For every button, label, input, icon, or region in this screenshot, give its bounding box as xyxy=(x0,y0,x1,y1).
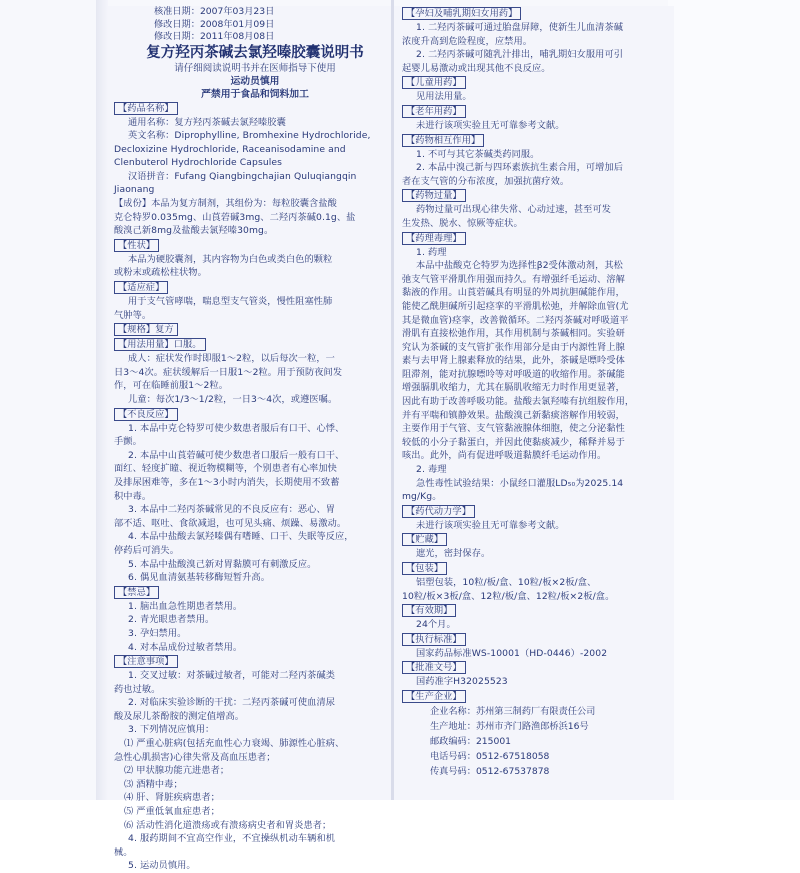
text-line: 能使乙酰胆碱所引起痉挛的平滑肌松弛，并解除血管(尤 xyxy=(402,300,674,314)
section-heading xyxy=(114,654,396,669)
right-column-text xyxy=(402,6,674,704)
text-line: 24个月。 xyxy=(402,618,674,632)
section-heading xyxy=(402,532,674,547)
text-line: 1. 本品中克仑特罗可使少数患者服后有口干、心悸、 xyxy=(114,422,396,436)
text-line: 见用法用量。 xyxy=(402,90,674,104)
section-heading-label: 【包装】 xyxy=(402,562,447,575)
text-line: 因此有助于改善呼吸功能。盐酸去氯羟嗪有抗组胺作用， xyxy=(402,395,674,409)
section-heading xyxy=(402,231,674,246)
text-line: 作，可在临睡前服1～2粒。 xyxy=(114,379,396,393)
text-line: 1. 药理 xyxy=(402,246,674,260)
text-line: 2. 二羟丙茶碱可随乳汁排出，哺乳期妇女服用可引 xyxy=(402,48,674,62)
text-line: 械。 xyxy=(114,846,396,860)
company-row xyxy=(402,719,674,734)
text-line: 国药准字H32025523 xyxy=(402,675,674,689)
section-heading-label: 【执行标准】 xyxy=(402,633,466,646)
section-heading-label: 【孕妇及哺乳期妇女用药】 xyxy=(402,7,521,20)
section-heading-label: 【生产企业】 xyxy=(402,690,466,703)
company-row-label: 电话号码： xyxy=(430,749,476,764)
date-row-label: 修改日期： xyxy=(154,31,200,44)
section-heading xyxy=(402,660,674,675)
text-line: Jiaonang xyxy=(114,183,396,197)
date-row-label: 核准日期： xyxy=(154,6,200,19)
company-row xyxy=(402,734,674,749)
text-line: 急性心肌损害)心律失常及高血压患者； xyxy=(114,751,396,765)
text-line: 素与去甲肾上腺素释放的结果，此外，茶碱是嘌呤受体 xyxy=(402,354,674,368)
section-heading xyxy=(114,280,396,295)
section-heading-label: 【老年用药】 xyxy=(402,105,466,118)
text-line: ⑹ 活动性消化道溃疡或有溃疡病史者和胃炎患者； xyxy=(114,819,396,833)
section-heading xyxy=(402,632,674,647)
athlete-notice: 运动员慎用 xyxy=(114,75,396,88)
company-row-value: 苏州第三制药厂有限责任公司 xyxy=(476,704,595,719)
section-heading-label: 【性状】 xyxy=(114,239,159,252)
section-heading xyxy=(402,561,674,576)
text-line: 急性毒性试验结果：小鼠经口灌服LD₅₀为2025.14 xyxy=(402,477,674,491)
text-line: 究认为茶碱的支气管扩张作用部分是由于内源性肾上腺 xyxy=(402,341,674,355)
text-line: 4. 服药期间不宜高空作业，不宜操纵机动车辆和机 xyxy=(114,832,396,846)
section-heading xyxy=(114,337,396,352)
text-line: 及排尿困难等，多在1～3小时内消失，长期使用不致蓄 xyxy=(114,476,396,490)
document-title: 复方羟丙茶碱去氯羟嗪胶囊说明书 xyxy=(114,44,396,62)
section-heading-label: 【用法用量】口服。 xyxy=(114,338,206,351)
text-line: ⑶ 酒精中毒； xyxy=(114,778,396,792)
section-heading-label: 【儿童用药】 xyxy=(402,76,466,89)
date-row xyxy=(114,19,396,32)
text-line: ⑷ 肝、肾脏疾病患者； xyxy=(114,791,396,805)
text-line: 未进行该项实验且无可靠参考文献。 xyxy=(402,119,674,133)
text-line: 浓度升高到危险程度，应禁用。 xyxy=(402,35,674,49)
section-heading xyxy=(114,322,396,337)
section-heading xyxy=(402,104,674,119)
page-background-right xyxy=(668,0,800,800)
text-line: 2. 对临床实验诊断的干扰：二羟丙茶碱可使血清尿 xyxy=(114,696,396,710)
text-line: 用于支气管哮喘，喘息型支气管炎，慢性阻塞性肺 xyxy=(114,295,396,309)
text-line: 6. 偶见血清氨基转移酶短暂升高。 xyxy=(114,571,396,585)
section-heading-label: 【贮藏】 xyxy=(402,533,447,546)
section-heading xyxy=(402,6,674,21)
manufacturer-info xyxy=(402,704,674,779)
text-line: ⑸ 严重低氧血症患者； xyxy=(114,805,396,819)
company-row-value: 苏州市齐门路渔郎桥浜16号 xyxy=(476,719,589,734)
text-line: 遮光，密封保存。 xyxy=(402,547,674,561)
text-line: 弛支气管平滑肌作用强而持久。有增强纤毛运动、溶解 xyxy=(402,273,674,287)
text-line: 者在支气管的分布浓度，加强抗菌疗效。 xyxy=(402,175,674,189)
leaflet-left-column xyxy=(108,6,396,800)
section-heading-label: 【适应症】 xyxy=(114,281,168,294)
section-heading xyxy=(402,689,674,704)
date-row xyxy=(114,31,396,44)
text-line: ⑴ 严重心脏病(包括充血性心力衰竭、肺源性心脏病、 xyxy=(114,737,396,751)
section-heading-label: 【有效期】 xyxy=(402,604,456,617)
text-line: 手颤。 xyxy=(114,435,396,449)
text-line: 【成份】本品为复方制剂，其组份为：每粒胶囊含盐酸 xyxy=(114,197,396,211)
text-line: 英文名称：Diprophylline, Bromhexine Hydrochloride, xyxy=(114,129,396,143)
date-row-value: 2008年01月09日 xyxy=(200,19,274,32)
date-row-value: 2011年08月08日 xyxy=(200,31,274,44)
text-line: 2. 本品中溴己新与四环素族抗生素合用，可增加后 xyxy=(402,161,674,175)
date-row xyxy=(114,6,396,19)
column-fold-line xyxy=(391,0,394,800)
text-line: 生发热、脱水、惊厥等症状。 xyxy=(402,217,674,231)
company-row-value: 215001 xyxy=(476,734,511,749)
section-heading-label: 【药物过量】 xyxy=(402,189,466,202)
section-heading xyxy=(402,603,674,618)
food-feed-notice: 严禁用于食品和饲料加工 xyxy=(114,88,396,101)
company-row-value: 0512-67518058 xyxy=(476,749,549,764)
text-line: 3. 下列情况应慎用： xyxy=(114,723,396,737)
text-line: Clenbuterol Hydrochloride Capsules xyxy=(114,156,396,170)
text-line: 黏液的作用。山莨菪碱具有明显的外周抗胆碱能作用， xyxy=(402,286,674,300)
page-shadow-left xyxy=(96,0,108,800)
section-heading-label: 【不良反应】 xyxy=(114,408,178,421)
text-line: 2. 青光眼患者禁用。 xyxy=(114,613,396,627)
text-line: 日3～4次。症状缓解后一日服1～2粒。用于预防夜间发 xyxy=(114,366,396,380)
text-line: 1. 二羟丙茶碱可通过胎盘屏障，使新生儿血清茶碱 xyxy=(402,21,674,35)
text-line: 增强膈肌收缩力，尤其在膈肌收缩无力时作用更显著， xyxy=(402,381,674,395)
text-line: 1. 脑出血急性期患者禁用。 xyxy=(114,600,396,614)
company-row-value: 0512-67537878 xyxy=(476,764,549,779)
text-line: 克仑特罗0.035mg、山莨菪碱3mg、二羟丙茶碱0.1g、盐 xyxy=(114,211,396,225)
text-line: 药物过量可出现心律失常、心动过速，甚至可发 xyxy=(402,203,674,217)
text-line: 4. 对本品成份过敏者禁用。 xyxy=(114,641,396,655)
text-line: 酸及尿儿茶酚胺的测定值增高。 xyxy=(114,710,396,724)
section-heading-label: 【药理毒理】 xyxy=(402,232,466,245)
text-line: 儿童：每次1/3～1/2粒，一日3～4次，或遵医嘱。 xyxy=(114,393,396,407)
text-line: 1. 不可与其它茶碱类药同服。 xyxy=(402,148,674,162)
text-line: Decloxizine Hydrochloride, Raceanisodamine and xyxy=(114,143,396,157)
section-heading xyxy=(114,407,396,422)
section-heading xyxy=(114,101,396,116)
section-heading xyxy=(402,504,674,519)
text-line: 本品中盐酸克仑特罗为选择性β2受体激动剂，其松 xyxy=(402,259,674,273)
text-line: 并有平喘和镇静效果。盐酸溴己新黏痰溶解作用较弱， xyxy=(402,409,674,423)
section-heading xyxy=(402,75,674,90)
company-row-label: 企业名称： xyxy=(430,704,476,719)
company-row xyxy=(402,704,674,719)
company-row xyxy=(402,749,674,764)
text-line: 4. 本品中盐酸去氯羟嗪偶有嗜睡、口干、失眠等反应， xyxy=(114,530,396,544)
text-line: 咳出。此外，尚有促进呼吸道黏膜纤毛运动作用。 xyxy=(402,449,674,463)
section-heading-label: 【药物相互作用】 xyxy=(402,134,484,147)
section-heading-label: 【批准文号】 xyxy=(402,661,466,674)
text-line: mg/Kg。 xyxy=(402,490,674,504)
section-heading xyxy=(402,188,674,203)
section-heading-label: 【禁忌】 xyxy=(114,586,159,599)
text-line: ⑵ 甲状腺功能亢进患者； xyxy=(114,764,396,778)
text-line: 通用名称：复方羟丙茶碱去氯羟嗪胶囊 xyxy=(114,116,396,130)
text-line: 较低的小分子黏蛋白，并因此使黏痰减少，稀释并易于 xyxy=(402,436,674,450)
text-line: 未进行该项实验且无可靠参考文献。 xyxy=(402,519,674,533)
text-line: 5. 本品中盐酸溴己新对胃黏膜可有刺激反应。 xyxy=(114,558,396,572)
text-line: 2. 毒理 xyxy=(402,463,674,477)
section-heading xyxy=(402,133,674,148)
text-line: 3. 本品中二羟丙茶碱常见的不良反应有：恶心、胃 xyxy=(114,503,396,517)
text-line: 1. 交叉过敏：对茶碱过敏者，可能对二羟丙茶碱类 xyxy=(114,669,396,683)
section-heading xyxy=(114,585,396,600)
text-line: 酸溴己新8mg及盐酸去氯羟嗪30mg。 xyxy=(114,224,396,238)
text-line: 阻滞剂，能对抗腺嘌呤等对呼吸道的收缩作用。茶碱能 xyxy=(402,368,674,382)
text-line: 气肿等。 xyxy=(114,309,396,323)
text-line: 3. 孕妇禁用。 xyxy=(114,627,396,641)
left-column-text xyxy=(114,101,396,873)
text-line: 面红、轻度扩瞳、视近物模糊等，个别患者有心率加快 xyxy=(114,462,396,476)
text-line: 国家药品标准WS-10001（HD-0446）-2002 xyxy=(402,647,674,661)
text-line: 10粒/板×3板/盒、12粒/板/盒、12粒/板×2板/盒。 xyxy=(402,590,674,604)
text-line: 汉语拼音：Fufang Qiangbingchajian Quluqiangqin xyxy=(114,170,396,184)
section-heading-label: 【药品名称】 xyxy=(114,102,178,115)
company-row-label: 邮政编码： xyxy=(430,734,476,749)
section-heading xyxy=(114,238,396,253)
text-line: 成人：症状发作时即服1～2粒，以后每次一粒，一 xyxy=(114,352,396,366)
company-row xyxy=(402,764,674,779)
section-heading-label: 【药代动力学】 xyxy=(402,505,475,518)
date-row-label: 修改日期： xyxy=(154,19,200,32)
company-row-label: 传真号码： xyxy=(430,764,476,779)
text-line: 5. 运动员慎用。 xyxy=(114,859,396,873)
section-heading-label: 【注意事项】 xyxy=(114,655,178,668)
text-line: 部不适、呕吐、食欲减退，也可见头痛、烦躁、易激动。 xyxy=(114,517,396,531)
document-subtitle: 请仔细阅读说明书并在医师指导下使用 xyxy=(114,62,396,75)
text-line: 主要作用于气管、支气管黏液腺体细胞，使之分泌黏性 xyxy=(402,422,674,436)
approval-dates xyxy=(114,6,396,44)
text-line: 铝塑包装，10粒/板/盒、10粒/板×2板/盒、 xyxy=(402,576,674,590)
date-row-value: 2007年03月23日 xyxy=(200,6,274,19)
text-line: 起婴儿易激动或出现其他不良反应。 xyxy=(402,62,674,76)
text-line: 本品为硬胶囊剂，其内容物为白色或类白色的颗粒 xyxy=(114,253,396,267)
text-line: 积中毒。 xyxy=(114,490,396,504)
text-line: 滑肌有直接松弛作用，其作用机制与茶碱相同。实验研 xyxy=(402,327,674,341)
text-line: 其是微血管)痉挛，改善微循环。二羟丙茶碱对呼吸道平 xyxy=(402,314,674,328)
text-line: 药也过敏。 xyxy=(114,683,396,697)
text-line: 或粉末或疏松柱状物。 xyxy=(114,266,396,280)
text-line: 停药后可消失。 xyxy=(114,544,396,558)
section-heading-label: 【规格】复方 xyxy=(114,323,178,336)
leaflet-right-column xyxy=(396,6,674,800)
company-row-label: 生产地址： xyxy=(430,719,476,734)
text-line: 2. 本品中山莨菪碱可使少数患者口服后一般有口干、 xyxy=(114,449,396,463)
